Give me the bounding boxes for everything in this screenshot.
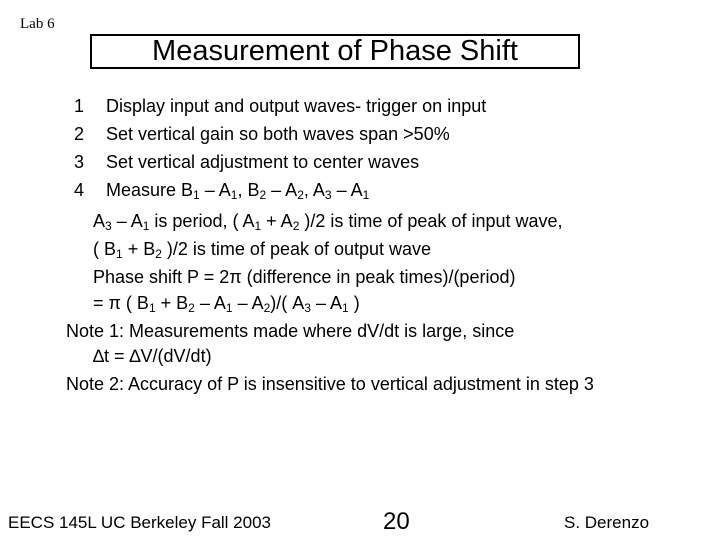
note-line: ∆t = ∆V/(dV/dt) [93,346,212,366]
detail-line: ( $B_1 + B_2$ )/2 is time of peak of output wave [93,239,432,261]
step-number: 4 [74,180,85,200]
slide-title: Measurement of Phase Shift [90,34,580,69]
detail-line: Phase shift P = 2π (difference in peak times)/(period) [93,267,516,287]
note-line: Note 1: Measurements made where dV/dt is large, since [66,321,515,341]
footer-author: S. Derenzo [564,513,650,532]
step-text: Set vertical gain so both waves span >50% [106,124,450,144]
page-number: 20 [383,508,410,535]
step-number: 1 [74,96,85,116]
footer-course: EECS 145L UC Berkeley Fall 2003 [8,513,272,532]
step-text-with-subscripts: Measure $B_1 - A_1$, $B_2 - A_2$, $A_3 - A_1$ [106,180,370,202]
step-text: Set vertical adjustment to center waves [106,152,420,172]
step-text: Display input and output waves- trigger on input [106,96,487,116]
step-number: 2 [74,124,85,144]
lab-label: Lab 6 [20,16,55,32]
step-number: 3 [74,152,85,172]
detail-line: = π ( $B_1 + B_2 - A_1 - A_2)/$( $A_3 - A_1$ ) [93,293,360,315]
note-line: Note 2: Accuracy of P is insensitive to vertical adjustment in step 3 [66,374,594,394]
detail-line: $A_3 - A_1$ is period, ( $A_1 + A_2$ )/2 is time of peak of input wave, [93,211,563,233]
